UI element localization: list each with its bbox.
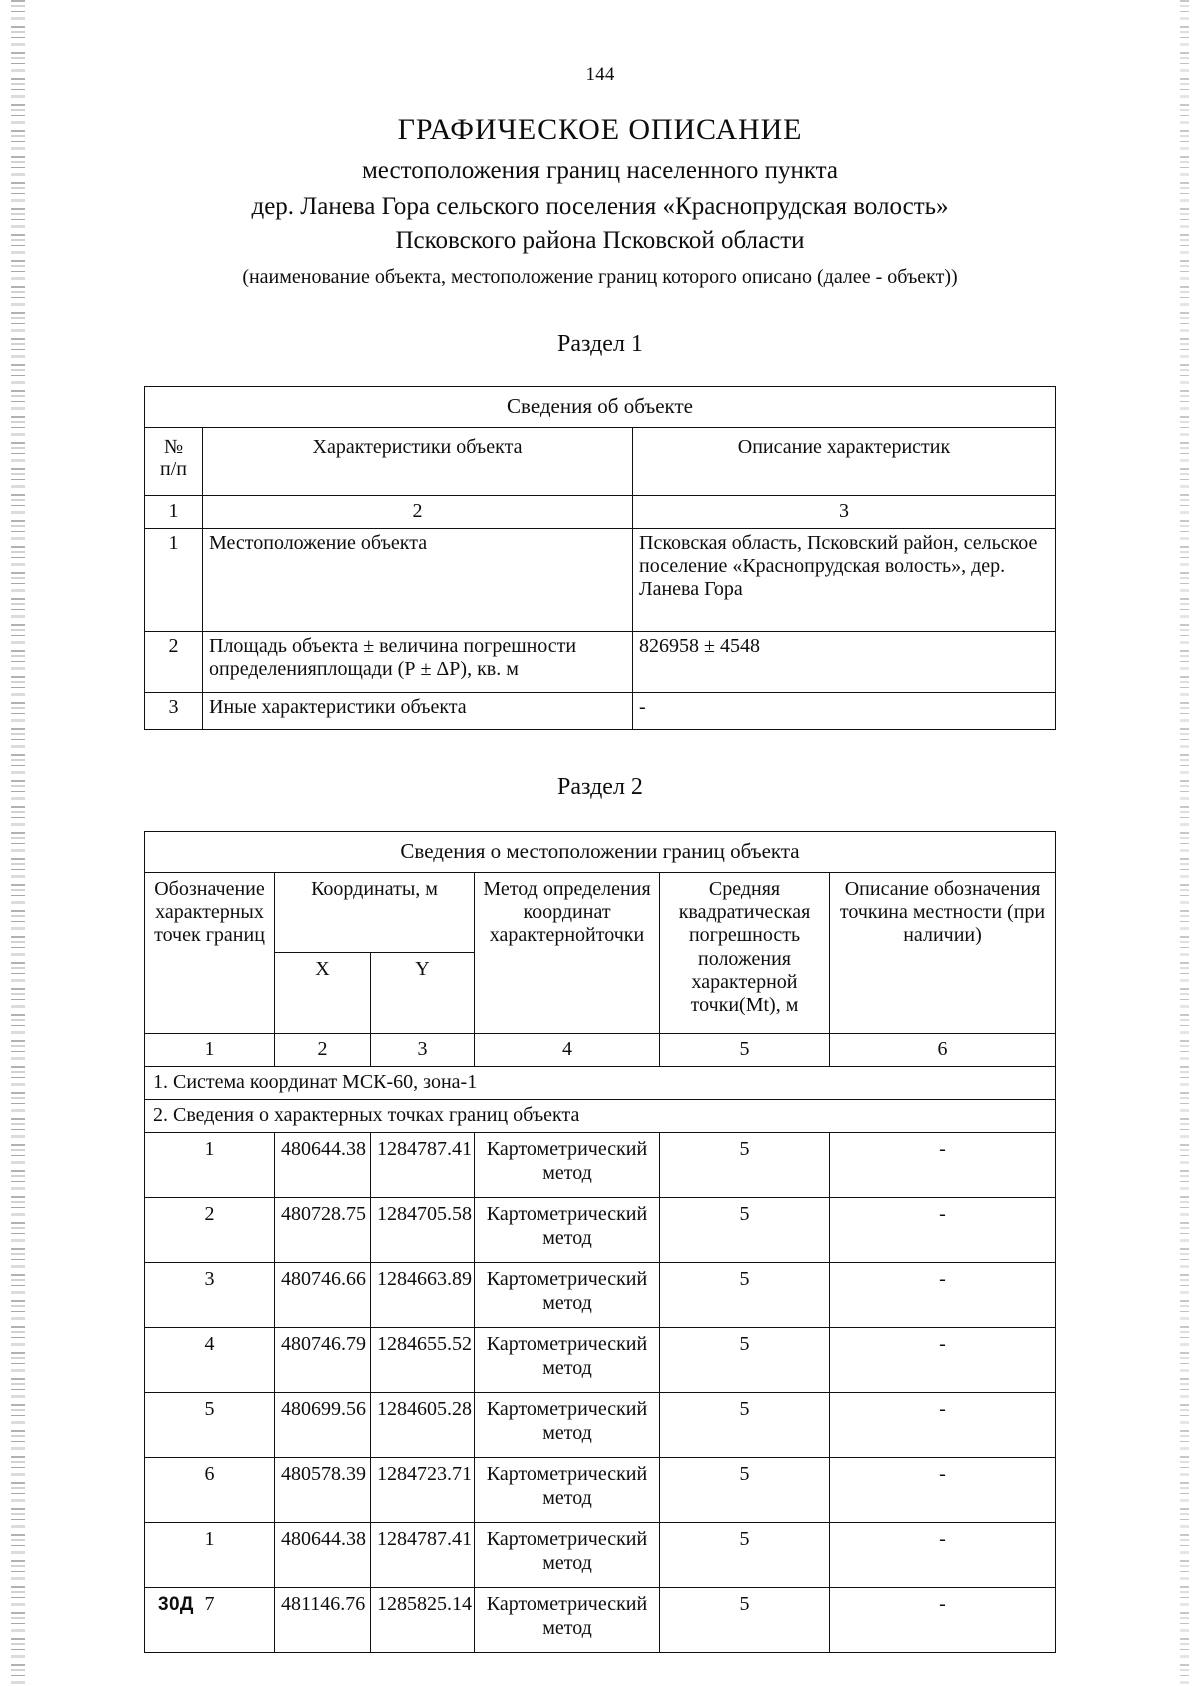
row-index: 2 bbox=[145, 631, 203, 692]
table-banner-row bbox=[145, 387, 1056, 427]
row-description: - bbox=[633, 692, 1056, 729]
point-terrain: - bbox=[830, 1523, 1056, 1588]
point-y: 1284705.58 bbox=[371, 1198, 475, 1263]
row-characteristic: Местоположение объекта bbox=[203, 528, 633, 631]
point-x: 480746.79 bbox=[275, 1328, 371, 1393]
column-number-2: 2 bbox=[275, 1033, 371, 1066]
boundary-points-table bbox=[144, 831, 1056, 1653]
column-number-3: 3 bbox=[633, 495, 1056, 528]
point-mt: 5 bbox=[660, 1588, 830, 1653]
document-subtitle-line-2: дер. Ланева Гора сельского поселения «Краснопрудская волость» bbox=[251, 193, 949, 221]
row-description: Псковская область, Псковский район, сельское поселение «Краснопрудская волость», дер. Ланева Гора bbox=[633, 528, 1056, 631]
column-header-characteristics: Характеристики объекта bbox=[203, 427, 633, 495]
column-header-mt: Средняя квадратическая погрешность положения характерной точки(Mt), м bbox=[660, 872, 830, 1033]
table-row bbox=[145, 1523, 1056, 1588]
point-terrain: - bbox=[830, 1328, 1056, 1393]
column-number-6: 6 bbox=[830, 1033, 1056, 1066]
column-header-method: Метод определения координат характернойточки bbox=[475, 872, 660, 1033]
points-info-row bbox=[145, 1099, 1056, 1132]
point-number: 3 bbox=[145, 1263, 275, 1328]
page-number: 144 bbox=[585, 64, 615, 85]
column-header-point-designation: Обозначение характерных точек границ bbox=[145, 872, 275, 1033]
point-number: 5 bbox=[145, 1393, 275, 1458]
row-index: 3 bbox=[145, 692, 203, 729]
section-1-label: Раздел 1 bbox=[557, 331, 643, 358]
point-terrain: - bbox=[830, 1393, 1056, 1458]
table-row bbox=[145, 1393, 1056, 1458]
point-x: 480746.66 bbox=[275, 1263, 371, 1328]
object-info-table bbox=[144, 386, 1056, 730]
column-number-4: 4 bbox=[475, 1033, 660, 1066]
column-number-1: 1 bbox=[145, 495, 203, 528]
boundary-points-table-head bbox=[145, 831, 1056, 1066]
row-description: 826958 ± 4548 bbox=[633, 631, 1056, 692]
point-y: 1284787.41 bbox=[371, 1523, 475, 1588]
point-x: 480644.38 bbox=[275, 1133, 371, 1198]
document-subtitle-line-1: местоположения границ населенного пункта bbox=[361, 157, 838, 185]
table-row bbox=[145, 692, 1056, 729]
point-method: Картометрический метод bbox=[475, 1328, 660, 1393]
column-header-coordinates: Координаты, м bbox=[275, 872, 475, 953]
boundary-points-banner: Сведения о местоположении границ объекта bbox=[145, 831, 1056, 872]
table-row bbox=[145, 528, 1056, 631]
column-number-3: 3 bbox=[371, 1033, 475, 1066]
column-header-description: Описание характеристик bbox=[633, 427, 1056, 495]
point-terrain: - bbox=[830, 1263, 1056, 1328]
point-number: 4 bbox=[145, 1328, 275, 1393]
point-method: Картометрический метод bbox=[475, 1523, 660, 1588]
boundary-points-notes bbox=[145, 1066, 1056, 1132]
column-number-5: 5 bbox=[660, 1033, 830, 1066]
point-y: 1284723.71 bbox=[371, 1458, 475, 1523]
point-number: 2 bbox=[145, 1198, 275, 1263]
table-header-row bbox=[145, 427, 1056, 495]
point-terrain: - bbox=[830, 1458, 1056, 1523]
row-characteristic: Площадь объекта ± величина погрешности определенияплощади (Р ± ΔР), кв. м bbox=[203, 631, 633, 692]
column-number-row bbox=[145, 1033, 1056, 1066]
document-title-note: (наименование объекта, местоположение границ которого описано (далее - объект)) bbox=[242, 266, 958, 289]
table-row bbox=[145, 631, 1056, 692]
point-mt: 5 bbox=[660, 1328, 830, 1393]
footer-mark: 30Д bbox=[158, 1594, 194, 1615]
point-method: Картометрический метод bbox=[475, 1263, 660, 1328]
document-title-block bbox=[0, 112, 1200, 289]
points-info-note: 2. Сведения о характерных точках границ объекта bbox=[145, 1099, 1056, 1132]
column-header-x: X bbox=[275, 953, 371, 1034]
point-y: 1285825.14 bbox=[371, 1588, 475, 1653]
point-mt: 5 bbox=[660, 1198, 830, 1263]
row-characteristic: Иные характеристики объекта bbox=[203, 692, 633, 729]
object-info-table-body bbox=[145, 528, 1056, 729]
point-y: 1284663.89 bbox=[371, 1263, 475, 1328]
column-header-y: Y bbox=[371, 953, 475, 1034]
point-x: 480578.39 bbox=[275, 1458, 371, 1523]
point-terrain: - bbox=[830, 1588, 1056, 1653]
point-number: 6 bbox=[145, 1458, 275, 1523]
document-title: ГРАФИЧЕСКОЕ ОПИСАНИЕ bbox=[397, 113, 803, 146]
point-mt: 5 bbox=[660, 1523, 830, 1588]
table-row bbox=[145, 1133, 1056, 1198]
document-subtitle-line-3: Псковского района Псковской области bbox=[395, 227, 805, 255]
table-header-row-top bbox=[145, 872, 1056, 953]
table-banner-row bbox=[145, 831, 1056, 872]
point-terrain: - bbox=[830, 1133, 1056, 1198]
point-number: 1 bbox=[145, 1133, 275, 1198]
object-info-table-head bbox=[145, 387, 1056, 529]
point-terrain: - bbox=[830, 1198, 1056, 1263]
point-number: 1 bbox=[145, 1523, 275, 1588]
column-header-terrain-description: Описание обозначения точкина местности (при наличии) bbox=[830, 872, 1056, 1033]
point-method: Картометрический метод bbox=[475, 1588, 660, 1653]
point-y: 1284655.52 bbox=[371, 1328, 475, 1393]
point-method: Картометрический метод bbox=[475, 1393, 660, 1458]
table-row bbox=[145, 1263, 1056, 1328]
coordinate-system-row bbox=[145, 1066, 1056, 1099]
point-method: Картометрический метод bbox=[475, 1198, 660, 1263]
point-x: 480728.75 bbox=[275, 1198, 371, 1263]
point-mt: 5 bbox=[660, 1263, 830, 1328]
point-method: Картометрический метод bbox=[475, 1133, 660, 1198]
boundary-points-rows bbox=[145, 1133, 1056, 1653]
point-y: 1284605.28 bbox=[371, 1393, 475, 1458]
coordinate-system-note: 1. Система координат МСК-60, зона-1 bbox=[145, 1066, 1056, 1099]
point-y: 1284787.41 bbox=[371, 1133, 475, 1198]
column-header-number bbox=[145, 427, 203, 495]
table-row bbox=[145, 1328, 1056, 1393]
row-index: 1 bbox=[145, 528, 203, 631]
point-number: 7 bbox=[145, 1588, 275, 1653]
point-mt: 5 bbox=[660, 1458, 830, 1523]
point-mt: 5 bbox=[660, 1133, 830, 1198]
point-x: 480699.56 bbox=[275, 1393, 371, 1458]
point-x: 481146.76 bbox=[275, 1588, 371, 1653]
point-x: 480644.38 bbox=[275, 1523, 371, 1588]
point-mt: 5 bbox=[660, 1393, 830, 1458]
table-row bbox=[145, 1588, 1056, 1653]
point-method: Картометрический метод bbox=[475, 1458, 660, 1523]
section-2-label: Раздел 2 bbox=[557, 773, 643, 800]
column-number-row bbox=[145, 495, 1056, 528]
table-row bbox=[145, 1198, 1056, 1263]
column-header-number-line2: п/п bbox=[160, 457, 187, 480]
column-number-2: 2 bbox=[203, 495, 633, 528]
object-info-banner: Сведения об объекте bbox=[145, 387, 1056, 427]
column-number-1: 1 bbox=[145, 1033, 275, 1066]
table-row bbox=[145, 1458, 1056, 1523]
column-header-number-line1: № bbox=[163, 435, 184, 458]
